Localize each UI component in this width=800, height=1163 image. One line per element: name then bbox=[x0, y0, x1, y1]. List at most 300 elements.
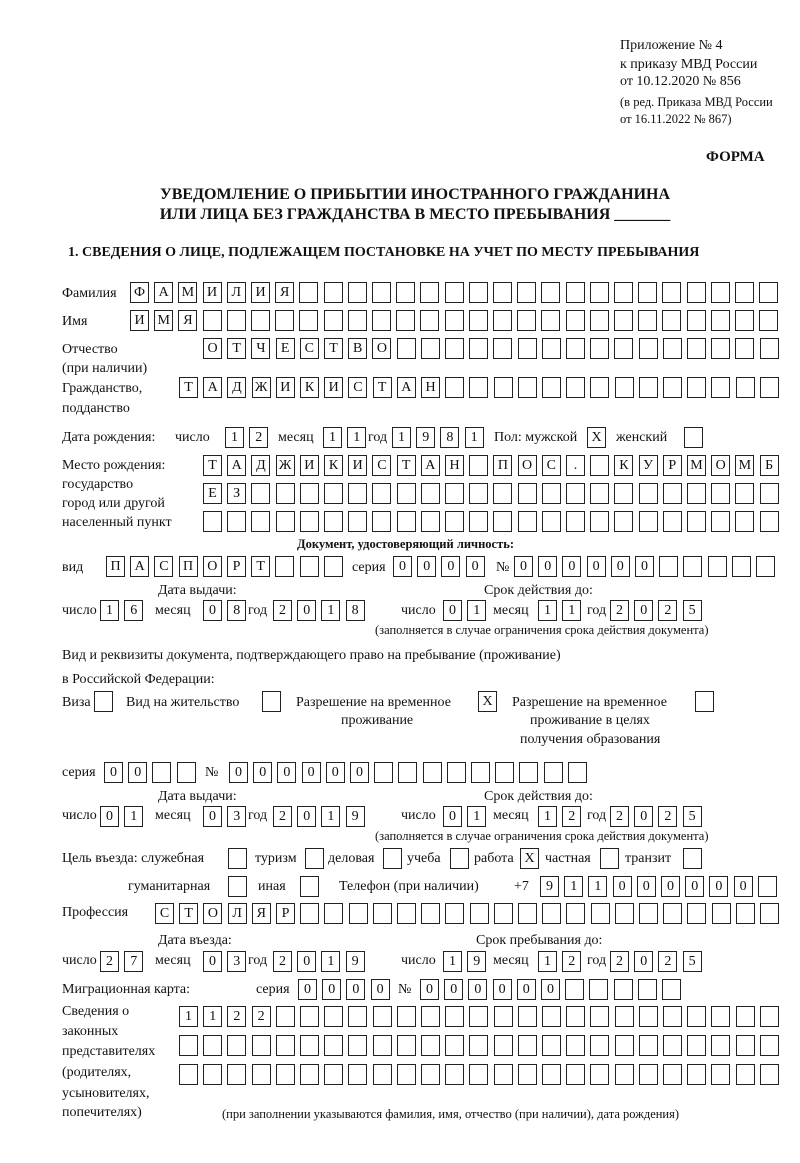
char-cell[interactable]: 1 bbox=[588, 876, 607, 897]
char-cell[interactable] bbox=[735, 483, 754, 504]
char-cell[interactable] bbox=[590, 1035, 609, 1056]
char-cell[interactable]: А bbox=[227, 455, 246, 476]
char-cell[interactable]: 0 bbox=[229, 762, 248, 783]
char-cell[interactable] bbox=[421, 903, 440, 924]
char-cell[interactable]: Е bbox=[276, 338, 295, 359]
char-cell[interactable] bbox=[397, 338, 416, 359]
char-cell[interactable] bbox=[614, 511, 633, 532]
char-cell[interactable] bbox=[420, 310, 439, 331]
char-cell[interactable] bbox=[639, 377, 658, 398]
char-cell[interactable] bbox=[590, 1064, 609, 1085]
char-cell[interactable]: 2 bbox=[100, 951, 119, 972]
char-cell[interactable]: 1 bbox=[392, 427, 411, 448]
char-cell[interactable] bbox=[275, 310, 294, 331]
char-cell[interactable] bbox=[566, 1035, 585, 1056]
char-cell[interactable] bbox=[469, 511, 488, 532]
char-cell[interactable]: 0 bbox=[466, 556, 485, 577]
char-cell[interactable] bbox=[638, 979, 657, 1000]
char-cell[interactable] bbox=[663, 483, 682, 504]
char-cell[interactable]: 1 bbox=[225, 427, 244, 448]
char-cell[interactable] bbox=[662, 310, 681, 331]
char-cell[interactable] bbox=[711, 1006, 730, 1027]
char-cell[interactable] bbox=[276, 1035, 295, 1056]
char-cell[interactable]: И bbox=[251, 282, 270, 303]
char-cell[interactable] bbox=[712, 903, 731, 924]
char-cell[interactable]: 1 bbox=[347, 427, 366, 448]
char-cell[interactable]: Н bbox=[445, 455, 464, 476]
char-cell[interactable] bbox=[471, 762, 490, 783]
char-cell[interactable] bbox=[662, 979, 681, 1000]
char-cell[interactable]: 1 bbox=[467, 600, 486, 621]
char-cell[interactable]: Ж bbox=[252, 377, 271, 398]
char-cell[interactable] bbox=[251, 310, 270, 331]
char-cell[interactable]: 0 bbox=[298, 979, 317, 1000]
char-cell[interactable] bbox=[518, 903, 537, 924]
char-cell[interactable] bbox=[470, 903, 489, 924]
char-cell[interactable]: К bbox=[300, 377, 319, 398]
char-cell[interactable] bbox=[349, 903, 368, 924]
char-cell[interactable] bbox=[348, 483, 367, 504]
char-cell[interactable]: Л bbox=[227, 282, 246, 303]
char-cell[interactable] bbox=[663, 338, 682, 359]
char-cell[interactable]: И bbox=[324, 377, 343, 398]
char-cell[interactable] bbox=[663, 903, 682, 924]
char-cell[interactable] bbox=[275, 556, 294, 577]
char-cell[interactable] bbox=[300, 1006, 319, 1027]
char-cell[interactable] bbox=[300, 483, 319, 504]
char-cell[interactable] bbox=[469, 338, 488, 359]
char-cell[interactable]: К bbox=[324, 455, 343, 476]
char-cell[interactable]: С bbox=[348, 377, 367, 398]
char-cell[interactable] bbox=[348, 1035, 367, 1056]
char-cell[interactable]: 2 bbox=[610, 600, 629, 621]
char-cell[interactable] bbox=[469, 377, 488, 398]
char-cell[interactable] bbox=[638, 282, 657, 303]
char-cell[interactable] bbox=[348, 1064, 367, 1085]
char-cell[interactable] bbox=[544, 762, 563, 783]
char-cell[interactable] bbox=[348, 1006, 367, 1027]
char-cell[interactable]: 5 bbox=[683, 806, 702, 827]
char-cell[interactable] bbox=[760, 1006, 779, 1027]
char-cell[interactable]: 0 bbox=[613, 876, 632, 897]
char-cell[interactable]: 1 bbox=[443, 951, 462, 972]
char-cell[interactable] bbox=[324, 483, 343, 504]
char-cell[interactable]: 1 bbox=[538, 806, 557, 827]
char-cell[interactable]: Т bbox=[251, 556, 270, 577]
char-cell[interactable]: 1 bbox=[100, 600, 119, 621]
char-cell[interactable]: 2 bbox=[658, 806, 677, 827]
char-cell[interactable] bbox=[614, 310, 633, 331]
char-cell[interactable] bbox=[590, 483, 609, 504]
char-cell[interactable]: 0 bbox=[393, 556, 412, 577]
char-cell[interactable]: 0 bbox=[637, 876, 656, 897]
char-cell[interactable] bbox=[760, 377, 779, 398]
char-cell[interactable] bbox=[445, 483, 464, 504]
char-cell[interactable] bbox=[615, 903, 634, 924]
char-cell[interactable] bbox=[518, 1035, 537, 1056]
char-cell[interactable]: 0 bbox=[371, 979, 390, 1000]
char-cell[interactable]: Я bbox=[275, 282, 294, 303]
char-cell[interactable] bbox=[590, 338, 609, 359]
char-cell[interactable]: 0 bbox=[517, 979, 536, 1000]
char-cell[interactable]: 1 bbox=[538, 600, 557, 621]
char-cell[interactable]: 6 bbox=[124, 600, 143, 621]
char-cell[interactable] bbox=[735, 282, 754, 303]
char-cell[interactable]: 0 bbox=[277, 762, 296, 783]
char-cell[interactable] bbox=[736, 377, 755, 398]
char-cell[interactable] bbox=[542, 903, 561, 924]
char-cell[interactable] bbox=[348, 511, 367, 532]
char-cell[interactable]: М bbox=[154, 310, 173, 331]
char-cell[interactable] bbox=[735, 310, 754, 331]
char-cell[interactable] bbox=[494, 903, 513, 924]
char-cell[interactable]: Р bbox=[276, 903, 295, 924]
char-cell[interactable] bbox=[445, 282, 464, 303]
char-cell[interactable] bbox=[276, 483, 295, 504]
char-cell[interactable] bbox=[152, 762, 171, 783]
char-cell[interactable]: И bbox=[300, 455, 319, 476]
char-cell[interactable] bbox=[397, 903, 416, 924]
char-cell[interactable] bbox=[542, 377, 561, 398]
char-cell[interactable]: . bbox=[566, 455, 585, 476]
char-cell[interactable] bbox=[566, 282, 585, 303]
char-cell[interactable] bbox=[759, 310, 778, 331]
char-cell[interactable]: Л bbox=[228, 903, 247, 924]
char-cell[interactable]: П bbox=[493, 455, 512, 476]
char-cell[interactable] bbox=[639, 338, 658, 359]
char-cell[interactable] bbox=[639, 1006, 658, 1027]
char-cell[interactable]: 0 bbox=[468, 979, 487, 1000]
char-cell[interactable] bbox=[493, 282, 512, 303]
char-cell[interactable]: 2 bbox=[610, 951, 629, 972]
checkbox[interactable] bbox=[305, 848, 324, 869]
checkbox[interactable] bbox=[684, 427, 703, 448]
char-cell[interactable]: П bbox=[179, 556, 198, 577]
char-cell[interactable] bbox=[203, 1064, 222, 1085]
char-cell[interactable] bbox=[203, 511, 222, 532]
char-cell[interactable]: 0 bbox=[203, 600, 222, 621]
char-cell[interactable]: 0 bbox=[420, 979, 439, 1000]
char-cell[interactable]: 0 bbox=[634, 806, 653, 827]
char-cell[interactable]: 2 bbox=[252, 1006, 271, 1027]
char-cell[interactable]: Д bbox=[251, 455, 270, 476]
char-cell[interactable] bbox=[495, 762, 514, 783]
char-cell[interactable]: М bbox=[687, 455, 706, 476]
char-cell[interactable]: С bbox=[155, 903, 174, 924]
char-cell[interactable]: П bbox=[106, 556, 125, 577]
char-cell[interactable] bbox=[711, 377, 730, 398]
char-cell[interactable]: Т bbox=[179, 903, 198, 924]
char-cell[interactable]: 9 bbox=[346, 951, 365, 972]
char-cell[interactable]: 5 bbox=[683, 600, 702, 621]
char-cell[interactable]: 0 bbox=[611, 556, 630, 577]
char-cell[interactable]: З bbox=[227, 483, 246, 504]
char-cell[interactable]: 0 bbox=[297, 600, 316, 621]
char-cell[interactable]: 1 bbox=[538, 951, 557, 972]
char-cell[interactable] bbox=[687, 1035, 706, 1056]
char-cell[interactable]: И bbox=[203, 282, 222, 303]
char-cell[interactable]: Д bbox=[227, 377, 246, 398]
char-cell[interactable] bbox=[493, 483, 512, 504]
char-cell[interactable]: 1 bbox=[564, 876, 583, 897]
char-cell[interactable] bbox=[590, 1006, 609, 1027]
char-cell[interactable] bbox=[348, 310, 367, 331]
char-cell[interactable]: 0 bbox=[685, 876, 704, 897]
char-cell[interactable] bbox=[421, 1035, 440, 1056]
char-cell[interactable]: Я bbox=[252, 903, 271, 924]
char-cell[interactable]: 1 bbox=[321, 951, 340, 972]
char-cell[interactable] bbox=[687, 511, 706, 532]
char-cell[interactable] bbox=[566, 310, 585, 331]
checkbox[interactable] bbox=[383, 848, 402, 869]
char-cell[interactable] bbox=[373, 1064, 392, 1085]
char-cell[interactable]: 1 bbox=[467, 806, 486, 827]
char-cell[interactable]: 5 bbox=[683, 951, 702, 972]
char-cell[interactable]: Ф bbox=[130, 282, 149, 303]
char-cell[interactable] bbox=[519, 762, 538, 783]
char-cell[interactable] bbox=[711, 282, 730, 303]
char-cell[interactable]: 2 bbox=[658, 600, 677, 621]
char-cell[interactable] bbox=[566, 1006, 585, 1027]
char-cell[interactable] bbox=[421, 483, 440, 504]
char-cell[interactable] bbox=[663, 1035, 682, 1056]
char-cell[interactable] bbox=[494, 377, 513, 398]
char-cell[interactable] bbox=[589, 979, 608, 1000]
char-cell[interactable]: 0 bbox=[587, 556, 606, 577]
char-cell[interactable]: 0 bbox=[493, 979, 512, 1000]
char-cell[interactable]: К bbox=[614, 455, 633, 476]
char-cell[interactable] bbox=[203, 310, 222, 331]
char-cell[interactable] bbox=[639, 511, 658, 532]
char-cell[interactable] bbox=[445, 1064, 464, 1085]
char-cell[interactable]: О bbox=[203, 903, 222, 924]
char-cell[interactable]: О bbox=[203, 556, 222, 577]
char-cell[interactable]: 9 bbox=[346, 806, 365, 827]
char-cell[interactable] bbox=[324, 310, 343, 331]
char-cell[interactable] bbox=[615, 377, 634, 398]
char-cell[interactable] bbox=[663, 511, 682, 532]
char-cell[interactable]: 0 bbox=[417, 556, 436, 577]
char-cell[interactable]: И bbox=[276, 377, 295, 398]
char-cell[interactable] bbox=[760, 483, 779, 504]
char-cell[interactable] bbox=[614, 483, 633, 504]
char-cell[interactable] bbox=[469, 310, 488, 331]
char-cell[interactable] bbox=[639, 483, 658, 504]
checkbox[interactable] bbox=[262, 691, 281, 712]
char-cell[interactable] bbox=[736, 903, 755, 924]
char-cell[interactable] bbox=[421, 338, 440, 359]
char-cell[interactable] bbox=[469, 282, 488, 303]
char-cell[interactable]: С bbox=[154, 556, 173, 577]
char-cell[interactable]: Е bbox=[203, 483, 222, 504]
char-cell[interactable]: 2 bbox=[658, 951, 677, 972]
char-cell[interactable] bbox=[251, 483, 270, 504]
char-cell[interactable]: 1 bbox=[323, 427, 342, 448]
char-cell[interactable] bbox=[590, 377, 609, 398]
char-cell[interactable]: Я bbox=[178, 310, 197, 331]
char-cell[interactable] bbox=[566, 1064, 585, 1085]
char-cell[interactable] bbox=[447, 762, 466, 783]
char-cell[interactable] bbox=[300, 1064, 319, 1085]
char-cell[interactable]: 0 bbox=[562, 556, 581, 577]
char-cell[interactable] bbox=[374, 762, 393, 783]
char-cell[interactable] bbox=[300, 511, 319, 532]
char-cell[interactable]: О bbox=[711, 455, 730, 476]
char-cell[interactable]: 0 bbox=[297, 951, 316, 972]
char-cell[interactable] bbox=[687, 483, 706, 504]
char-cell[interactable] bbox=[542, 1006, 561, 1027]
char-cell[interactable]: 0 bbox=[297, 806, 316, 827]
char-cell[interactable] bbox=[735, 338, 754, 359]
char-cell[interactable]: Б bbox=[760, 455, 779, 476]
char-cell[interactable]: 2 bbox=[610, 806, 629, 827]
char-cell[interactable] bbox=[398, 762, 417, 783]
char-cell[interactable]: О bbox=[372, 338, 391, 359]
char-cell[interactable] bbox=[396, 310, 415, 331]
char-cell[interactable] bbox=[445, 903, 464, 924]
char-cell[interactable] bbox=[614, 338, 633, 359]
char-cell[interactable]: Т bbox=[324, 338, 343, 359]
char-cell[interactable] bbox=[711, 1064, 730, 1085]
checkbox[interactable] bbox=[228, 876, 247, 897]
char-cell[interactable] bbox=[397, 1035, 416, 1056]
char-cell[interactable] bbox=[711, 483, 730, 504]
char-cell[interactable] bbox=[493, 511, 512, 532]
char-cell[interactable]: 1 bbox=[321, 806, 340, 827]
char-cell[interactable] bbox=[494, 1035, 513, 1056]
char-cell[interactable] bbox=[732, 556, 751, 577]
char-cell[interactable] bbox=[396, 282, 415, 303]
char-cell[interactable] bbox=[397, 483, 416, 504]
char-cell[interactable]: 0 bbox=[203, 806, 222, 827]
char-cell[interactable] bbox=[708, 556, 727, 577]
char-cell[interactable] bbox=[566, 903, 585, 924]
char-cell[interactable] bbox=[639, 1064, 658, 1085]
char-cell[interactable] bbox=[760, 903, 779, 924]
char-cell[interactable] bbox=[639, 1035, 658, 1056]
char-cell[interactable]: 0 bbox=[514, 556, 533, 577]
char-cell[interactable]: 9 bbox=[540, 876, 559, 897]
char-cell[interactable]: 1 bbox=[465, 427, 484, 448]
char-cell[interactable]: 0 bbox=[634, 600, 653, 621]
char-cell[interactable] bbox=[227, 1064, 246, 1085]
char-cell[interactable] bbox=[758, 876, 777, 897]
char-cell[interactable]: А bbox=[397, 377, 416, 398]
char-cell[interactable]: 2 bbox=[273, 806, 292, 827]
char-cell[interactable] bbox=[518, 377, 537, 398]
char-cell[interactable]: В bbox=[348, 338, 367, 359]
char-cell[interactable] bbox=[494, 1064, 513, 1085]
char-cell[interactable] bbox=[711, 310, 730, 331]
char-cell[interactable]: 0 bbox=[350, 762, 369, 783]
char-cell[interactable]: 0 bbox=[128, 762, 147, 783]
char-cell[interactable] bbox=[639, 903, 658, 924]
char-cell[interactable] bbox=[518, 511, 537, 532]
checkbox[interactable]: X bbox=[587, 427, 606, 448]
char-cell[interactable]: 0 bbox=[634, 951, 653, 972]
char-cell[interactable]: Т bbox=[179, 377, 198, 398]
char-cell[interactable] bbox=[542, 483, 561, 504]
char-cell[interactable]: У bbox=[639, 455, 658, 476]
char-cell[interactable] bbox=[372, 282, 391, 303]
char-cell[interactable] bbox=[590, 282, 609, 303]
char-cell[interactable] bbox=[662, 282, 681, 303]
char-cell[interactable] bbox=[227, 1035, 246, 1056]
char-cell[interactable]: 8 bbox=[346, 600, 365, 621]
char-cell[interactable] bbox=[518, 483, 537, 504]
char-cell[interactable] bbox=[276, 1006, 295, 1027]
char-cell[interactable]: 0 bbox=[302, 762, 321, 783]
checkbox[interactable] bbox=[228, 848, 247, 869]
checkbox[interactable] bbox=[600, 848, 619, 869]
char-cell[interactable]: 0 bbox=[444, 979, 463, 1000]
char-cell[interactable] bbox=[687, 282, 706, 303]
char-cell[interactable] bbox=[423, 762, 442, 783]
char-cell[interactable] bbox=[494, 1006, 513, 1027]
char-cell[interactable]: 0 bbox=[322, 979, 341, 1000]
char-cell[interactable] bbox=[421, 1006, 440, 1027]
char-cell[interactable] bbox=[541, 282, 560, 303]
char-cell[interactable] bbox=[445, 1006, 464, 1027]
char-cell[interactable] bbox=[760, 1035, 779, 1056]
char-cell[interactable] bbox=[687, 1006, 706, 1027]
char-cell[interactable] bbox=[179, 1035, 198, 1056]
char-cell[interactable] bbox=[421, 1064, 440, 1085]
char-cell[interactable]: О bbox=[518, 455, 537, 476]
char-cell[interactable] bbox=[663, 1006, 682, 1027]
char-cell[interactable]: А bbox=[203, 377, 222, 398]
char-cell[interactable] bbox=[276, 511, 295, 532]
char-cell[interactable] bbox=[590, 310, 609, 331]
char-cell[interactable]: 0 bbox=[661, 876, 680, 897]
char-cell[interactable]: 0 bbox=[443, 600, 462, 621]
char-cell[interactable] bbox=[541, 310, 560, 331]
char-cell[interactable] bbox=[687, 377, 706, 398]
char-cell[interactable] bbox=[348, 282, 367, 303]
char-cell[interactable] bbox=[276, 1064, 295, 1085]
char-cell[interactable] bbox=[614, 282, 633, 303]
char-cell[interactable] bbox=[324, 1006, 343, 1027]
char-cell[interactable] bbox=[517, 310, 536, 331]
char-cell[interactable] bbox=[252, 1064, 271, 1085]
char-cell[interactable] bbox=[421, 511, 440, 532]
char-cell[interactable] bbox=[372, 310, 391, 331]
char-cell[interactable] bbox=[615, 1035, 634, 1056]
char-cell[interactable] bbox=[542, 1035, 561, 1056]
char-cell[interactable] bbox=[756, 556, 775, 577]
char-cell[interactable] bbox=[615, 1064, 634, 1085]
char-cell[interactable] bbox=[397, 1006, 416, 1027]
char-cell[interactable]: 2 bbox=[273, 951, 292, 972]
char-cell[interactable] bbox=[566, 483, 585, 504]
char-cell[interactable] bbox=[590, 455, 609, 476]
checkbox[interactable]: X bbox=[478, 691, 497, 712]
char-cell[interactable] bbox=[711, 338, 730, 359]
char-cell[interactable] bbox=[252, 1035, 271, 1056]
char-cell[interactable] bbox=[179, 1064, 198, 1085]
char-cell[interactable]: М bbox=[735, 455, 754, 476]
char-cell[interactable] bbox=[177, 762, 196, 783]
char-cell[interactable]: 1 bbox=[179, 1006, 198, 1027]
char-cell[interactable]: 9 bbox=[467, 951, 486, 972]
char-cell[interactable] bbox=[299, 310, 318, 331]
char-cell[interactable]: 0 bbox=[253, 762, 272, 783]
char-cell[interactable]: 3 bbox=[227, 951, 246, 972]
char-cell[interactable] bbox=[300, 556, 319, 577]
char-cell[interactable]: 0 bbox=[104, 762, 123, 783]
char-cell[interactable] bbox=[542, 1064, 561, 1085]
char-cell[interactable]: 2 bbox=[249, 427, 268, 448]
